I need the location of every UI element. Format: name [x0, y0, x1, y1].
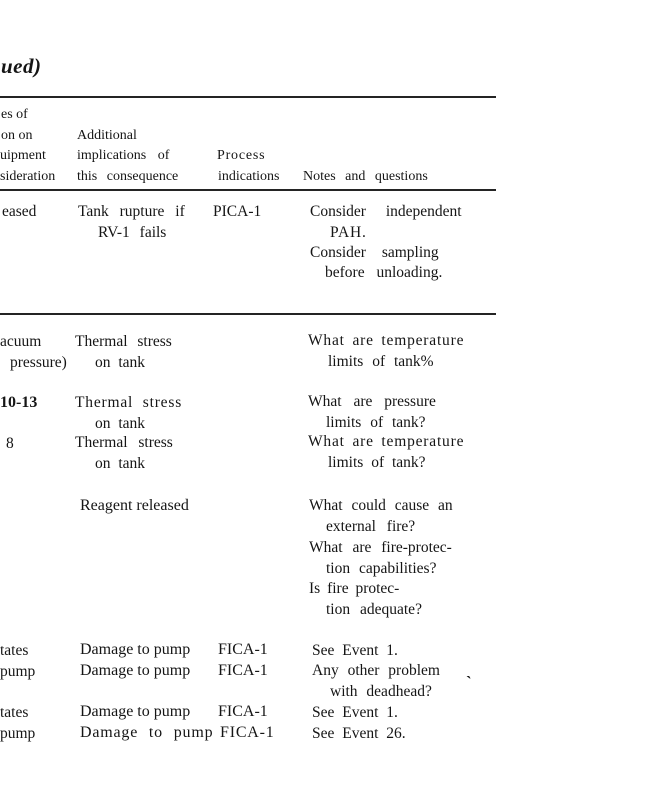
row8-implication: Damage to pump — [80, 703, 191, 720]
row5-note-line2: external fire? — [326, 518, 416, 535]
header-col1-line3: uipment — [0, 148, 46, 163]
header-col4: Notes and questions — [303, 169, 428, 184]
row1-implication-line1: Tank rupture if — [78, 203, 185, 220]
rule-top — [0, 96, 496, 98]
row4-consequence-fragment: 8 — [6, 435, 14, 452]
row1-process-indication: PICA-1 — [213, 203, 262, 220]
row9-note: See Event 26. — [312, 725, 406, 742]
row3-implication-line1: Thermal stress — [75, 394, 183, 411]
row1-consequence-fragment: eased — [2, 203, 37, 220]
row8-consequence-fragment: tates — [0, 704, 29, 721]
row7-note-line1: Any other problem — [312, 662, 440, 679]
row7-process-indication: FICA-1 — [218, 662, 268, 679]
row9-consequence-fragment: pump — [0, 725, 36, 742]
row7-consequence-fragment: pump — [0, 663, 36, 680]
rule-header-bottom — [0, 189, 496, 191]
row1-implication-line2: RV-1 fails — [98, 224, 167, 241]
row4-implication-line2: on tank — [95, 455, 146, 472]
row1-note-line3: Consider sampling — [310, 244, 439, 261]
header-col3-line1: Process — [217, 148, 266, 163]
header-col2-line2: implications of — [77, 148, 170, 163]
row9-process-indication: FICA-1 — [220, 724, 275, 741]
row6-consequence-fragment: tates — [0, 642, 29, 659]
row3-note-line1: What are pressure — [308, 393, 436, 410]
rule-section — [0, 313, 496, 315]
row3-implication-line2: on tank — [95, 415, 146, 432]
header-col1-line1: es of — [1, 107, 28, 122]
row5-implication: Reagent released — [80, 497, 189, 514]
row5-note-line5: Is fire protec- — [309, 580, 400, 597]
row5-note-line1: What could cause an — [309, 497, 453, 514]
row1-note-line4: before unloading. — [325, 264, 443, 281]
header-col2-line3: this consequence — [77, 169, 179, 184]
row9-implication: Damage to pump — [80, 724, 214, 741]
row4-implication-line1: Thermal stress — [75, 434, 173, 451]
row8-note: See Event 1. — [312, 704, 398, 721]
header-col1-line4: sideration — [0, 169, 56, 184]
header-col1-line2: on on — [1, 128, 33, 143]
row1-note-line1: Consider independent — [310, 203, 462, 220]
row5-note-line6: tion adequate? — [326, 601, 422, 618]
row2-implication-line1: Thermal stress — [75, 333, 172, 350]
row2-consequence-line2: pressure) — [10, 354, 67, 371]
row3-consequence-fragment: 10-13 — [0, 394, 38, 411]
row6-process-indication: FICA-1 — [218, 641, 268, 658]
row7-implication: Damage to pump — [80, 662, 191, 679]
continued-fragment: ued) — [1, 54, 42, 78]
row2-consequence-line1: acuum — [0, 333, 42, 350]
row6-implication: Damage to pump — [80, 641, 191, 658]
row2-note-line2: limits of tank% — [328, 353, 434, 370]
row5-note-line3: What are fire-protec- — [309, 539, 452, 556]
header-col2-line1: Additional — [77, 128, 137, 143]
row2-note-line1: What are temperature — [308, 332, 465, 349]
row5-note-line4: tion capabilities? — [326, 560, 437, 577]
row3-note-line2: limits of tank? — [326, 414, 426, 431]
row8-process-indication: FICA-1 — [218, 703, 268, 720]
row7-note-line2: with deadhead? — [330, 683, 432, 700]
header-col3-line2: indications — [218, 169, 280, 184]
row6-note: See Event 1. — [312, 642, 398, 659]
row2-implication-line2: on tank — [95, 354, 146, 371]
row1-note-line2: PAH. — [330, 224, 367, 241]
row4-note-line2: limits of tank? — [328, 454, 426, 471]
stray-tick-mark: ` — [466, 673, 472, 692]
row4-note-line1: What are temperature — [308, 433, 465, 450]
